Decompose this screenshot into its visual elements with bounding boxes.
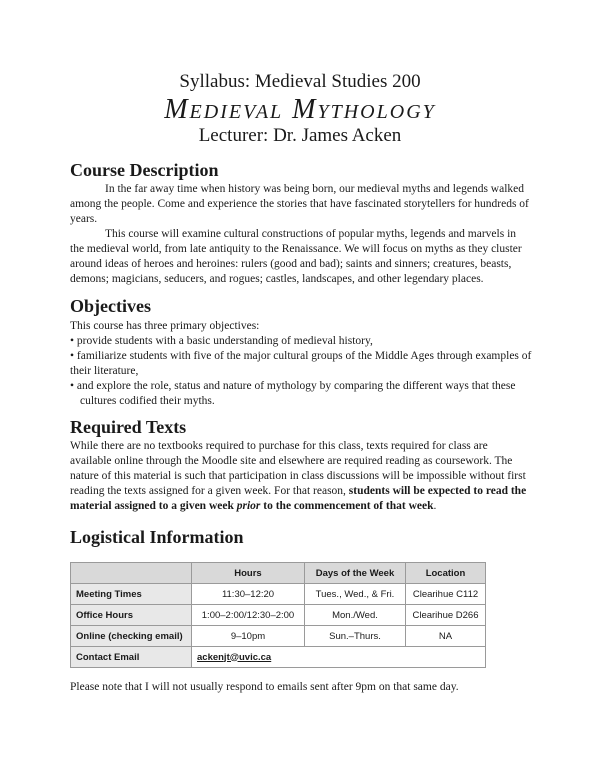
row-label: Contact Email [71, 647, 192, 668]
table-cell: Clearihue D266 [406, 605, 486, 626]
table-row [71, 605, 486, 626]
row-label: Online (checking email) [71, 626, 192, 647]
row-label: Meeting Times [71, 584, 192, 605]
table-row [71, 626, 486, 647]
logistics-table [70, 562, 486, 668]
contact-email-link[interactable]: ackenjt@uvic.ca [197, 651, 272, 663]
objective-item: • provide students with a basic understanding of medieval history, [70, 335, 373, 347]
logistical-information-heading: Logistical Information [70, 527, 244, 547]
required-texts-emphasis: students will be expected to read the material assigned to a given week [70, 485, 527, 512]
course-description-heading: Course Description [70, 160, 219, 180]
objectives-heading: Objectives [70, 296, 151, 316]
column-header: Location [406, 563, 486, 584]
table-cell: 1:00–2:00/12:30–2:00 [192, 605, 305, 626]
description-paragraph-2: This course will examine cultural constructions of popular myths, legends and marvels in the medieval world, from late antiquity to the Renaissance. We will focus on myths as they cluster around ideas of heroes and heroines: rulers (good and bad); saints and sinners; creatures, beasts, demons; magicians, seducers, and rogues; castles, landscapes, and other legendary places. [70, 228, 522, 285]
table-cell: Clearihue C112 [406, 584, 486, 605]
required-texts-body [70, 439, 532, 514]
email-note: Please note that I will not usually respond to emails sent after 9pm on that same day. [70, 681, 459, 693]
table-cell: Sun.–Thurs. [305, 626, 406, 647]
lecturer-name: Lecturer: Dr. James Acken [198, 125, 402, 146]
required-texts-heading: Required Texts [70, 417, 187, 437]
required-texts-text: While there are no textbooks required to purchase for this class, texts required for class are available online through the Moodle site and elsewhere are required reading as coursework. The nature of this material is such that participation in class discussions will be impossible without first reading the texts assigned for a given week. For that reason, [70, 440, 526, 497]
table-header-row [71, 563, 486, 584]
objectives-intro: This course has three primary objectives: [70, 320, 260, 332]
row-label: Office Hours [71, 605, 192, 626]
course-code: Syllabus: Medieval Studies 200 [179, 71, 421, 92]
table-cell: Mon./Wed. [305, 605, 406, 626]
column-header: Hours [192, 563, 305, 584]
table-row [71, 584, 486, 605]
contact-email-cell [192, 647, 486, 668]
table-cell: Tues., Wed., & Fri. [305, 584, 406, 605]
objective-item: • and explore the role, status and nature of mythology by comparing the different ways that these cultures codified their myths. [70, 380, 516, 407]
column-header: Days of the Week [305, 563, 406, 584]
required-texts-prior: prior [236, 500, 261, 512]
course-title: Medieval Mythology [164, 94, 436, 125]
table-cell: NA [406, 626, 486, 647]
description-paragraph-1: In the far away time when history was being born, our medieval myths and legends walked among the people. Come and experience the stories that have fascinated storytellers for hundreds of years. [70, 183, 529, 225]
objective-item: • familiarize students with five of the major cultural groups of the Middle Ages through examples of their literature, [70, 350, 532, 377]
column-header [71, 563, 192, 584]
table-cell: 9–10pm [192, 626, 305, 647]
required-texts-emphasis-end: to the commencement of that week [260, 500, 434, 512]
required-texts-period: . [433, 500, 437, 512]
table-row [71, 647, 486, 668]
table-cell: 11:30–12:20 [192, 584, 305, 605]
